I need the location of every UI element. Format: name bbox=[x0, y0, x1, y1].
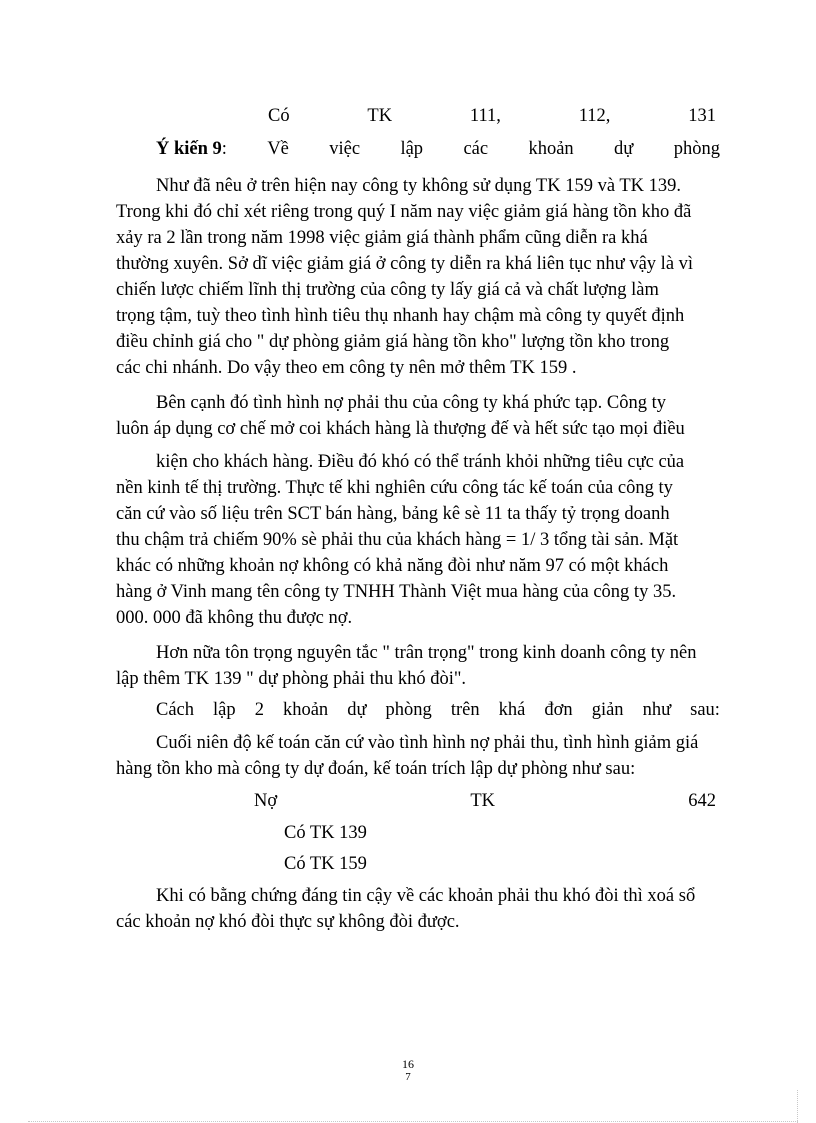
word: dự bbox=[347, 700, 367, 720]
word: TK bbox=[470, 791, 496, 811]
paragraph-line: khác có những khoản nợ không có khả năng đòi như năm 97 có một khách bbox=[116, 556, 669, 576]
paragraph-line: trọng tậm, tuỳ theo tình hình tiêu thụ nhanh hay chậm mà công ty quyết định bbox=[116, 306, 685, 326]
word: khoản bbox=[528, 139, 574, 159]
paragraph-line: thường xuyên. Sở dĩ việc giảm giá ở công ty diễn ra khá liên tục như vậy là vì bbox=[116, 254, 694, 274]
word: 111, bbox=[469, 106, 501, 126]
paragraph-line: 000. 000 đã không thu được nợ. bbox=[116, 608, 353, 628]
paragraph-line: Như đã nêu ở trên hiện nay công ty không sử dụng TK 159 và TK 139. bbox=[156, 176, 681, 196]
word: trên bbox=[450, 700, 480, 720]
word: lập bbox=[213, 700, 236, 720]
paragraph-line: kiện cho khách hàng. Điều đó khó có thể tránh khỏi những tiêu cực của bbox=[156, 452, 685, 472]
word: sau: bbox=[690, 700, 720, 720]
page-bottom-border bbox=[28, 1121, 798, 1122]
page-number: 16 bbox=[402, 1057, 414, 1071]
paragraph-line: hàng ở Vinh mang tên công ty TNHH Thành Việt mua hàng của công ty 35. bbox=[116, 582, 677, 602]
paragraph-line: chiến lược chiếm lĩnh thị trường của công ty lấy giá cả và chất lượng làm bbox=[116, 280, 659, 300]
word: lập bbox=[400, 139, 424, 159]
word: Cách bbox=[156, 700, 195, 720]
paragraph-line: Hơn nữa tôn trọng nguyên tắc " trân trọng" trong kinh doanh công ty nên bbox=[156, 643, 697, 663]
paragraph-line: hàng tồn kho mà công ty dự đoán, kế toán trích lập dự phòng như sau: bbox=[116, 759, 636, 779]
paragraph-line: nền kinh tế thị trường. Thực tế khi nghiên cứu công tác kế toán của công ty bbox=[116, 478, 673, 498]
word: 131 bbox=[688, 106, 716, 126]
word: 2 bbox=[254, 700, 264, 720]
word: dự bbox=[614, 139, 634, 159]
word: khá bbox=[498, 700, 526, 720]
opinion-heading: Ý kiến 9: Về việc lập các khoản dự phòng bbox=[156, 136, 720, 163]
paragraph-line: lập thêm TK 139 " dự phòng phải thu khó đòi". bbox=[116, 669, 467, 689]
paragraph-line: Trong khi đó chỉ xét riêng trong quý I năm nay việc giảm giá hàng tồn kho đã bbox=[116, 202, 692, 222]
heading-label: Ý kiến 9 bbox=[156, 139, 222, 159]
word: các bbox=[463, 139, 489, 159]
paragraph-line: Cuối niên độ kế toán căn cứ vào tình hình nợ phải thu, tình hình giảm giá bbox=[156, 733, 699, 753]
paragraph-line: Bên cạnh đó tình hình nợ phải thu của công ty khá phức tạp. Công ty bbox=[156, 393, 666, 413]
paragraph-line: luôn áp dụng cơ chế mở coi khách hàng là thượng đế và hết sức tạo mọi điều bbox=[116, 419, 685, 439]
word: giản bbox=[591, 700, 624, 720]
word: việc bbox=[329, 139, 361, 159]
word: phòng bbox=[673, 139, 720, 159]
word: khoản bbox=[282, 700, 329, 720]
word: Về bbox=[267, 139, 289, 159]
word: Có bbox=[268, 106, 290, 126]
entry-co-line: Có TK 159 bbox=[284, 854, 367, 874]
method-intro-line bbox=[156, 697, 720, 724]
paragraph-line: thu chậm trả chiếm 90% sè phải thu của khách hàng = 1/ 3 tổng tài sản. Mặt bbox=[116, 530, 679, 550]
paragraph-line: Khi có bằng chứng đáng tin cậy về các khoản phải thu khó đòi thì xoá sổ bbox=[156, 886, 696, 906]
paragraph-line: các chi nhánh. Do vậy theo em công ty nên mở thêm TK 159 . bbox=[116, 358, 577, 378]
word: phòng bbox=[385, 700, 432, 720]
entry-co-line: Có TK 139 bbox=[284, 823, 367, 843]
word: 642 bbox=[688, 791, 716, 811]
paragraph-line: điều chỉnh giá cho " dự phòng giảm giá hàng tồn kho" lượng tồn kho trong bbox=[116, 332, 670, 352]
entry-co-tk-line bbox=[268, 103, 716, 130]
paragraph-line: căn cứ vào số liệu trên SCT bán hàng, bảng kê sè 11 ta thấy tỷ trọng doanh bbox=[116, 504, 670, 524]
page-number-sub: 7 bbox=[405, 1071, 411, 1083]
page-right-border bbox=[797, 1090, 798, 1123]
entry-no-line bbox=[254, 788, 716, 815]
word: đơn bbox=[544, 700, 573, 720]
word: Nợ bbox=[254, 791, 278, 811]
paragraph-line: các khoản nợ khó đòi thực sự không đòi được. bbox=[116, 912, 460, 932]
word: TK bbox=[367, 106, 393, 126]
word: như bbox=[642, 700, 672, 720]
word: 112, bbox=[578, 106, 611, 126]
paragraph-line: xảy ra 2 lần trong năm 1998 việc giảm giá thành phẩm cũng diễn ra khá bbox=[116, 228, 648, 248]
